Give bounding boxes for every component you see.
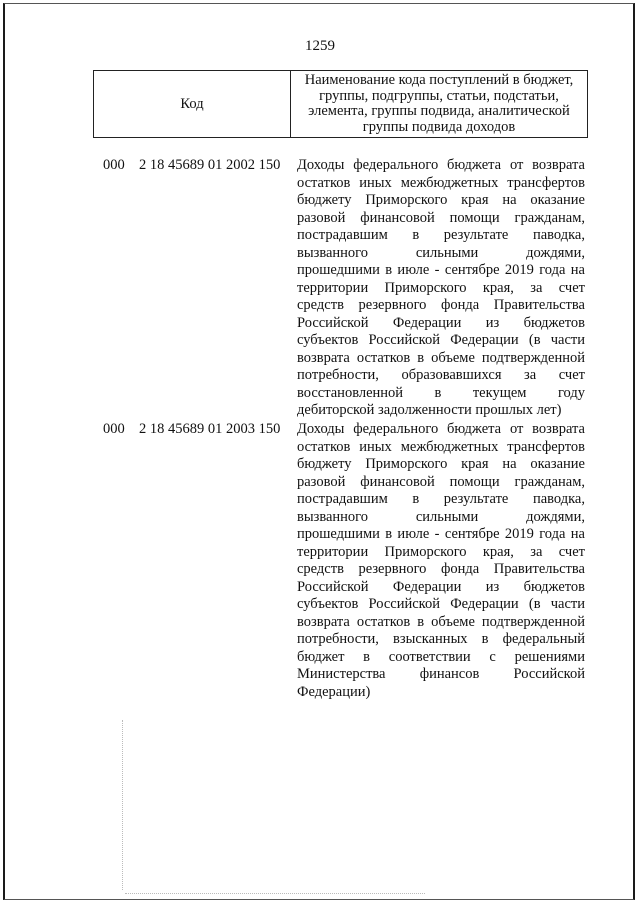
scan-artifact xyxy=(125,893,425,896)
description-line: Российской Федерации из бюджетов xyxy=(297,578,585,595)
row-description xyxy=(297,157,585,420)
description-line: прошедшими в июле - сентябре 2019 года на xyxy=(297,262,585,278)
description-line: остатков иных межбюджетных трансфертов xyxy=(297,438,585,455)
description-line: бюджет в соответствии с решениями xyxy=(297,648,585,665)
description-line: разовой финансовой помощи гражданам, xyxy=(297,209,585,226)
description-line: средств резервного фонда Правительства xyxy=(297,561,585,577)
page-number: 1259 xyxy=(305,38,335,54)
description-line: дебиторской задолженности прошлых лет) xyxy=(297,402,562,418)
description-line: пострадавшим в результате паводка, xyxy=(297,227,585,243)
description-line: бюджету Приморского края на оказание xyxy=(297,192,585,208)
description-line: остатков иных межбюджетных трансфертов xyxy=(297,174,585,191)
description-line: средств резервного фонда Правительства xyxy=(297,297,585,313)
description-line: возврата остатков в объеме подтвержденной xyxy=(297,349,585,366)
description-line: вызванного сильными дождями, xyxy=(297,244,585,261)
description-line: территории Приморского края, за счет xyxy=(297,543,585,560)
table-header xyxy=(93,70,588,138)
scan-artifact xyxy=(122,720,127,890)
row-budget-code: 2 18 45689 01 2003 150 xyxy=(139,421,281,437)
description-line: территории Приморского края, за счет xyxy=(297,279,585,296)
description-line: Федерации) xyxy=(297,683,371,700)
description-line: Доходы федерального бюджета от возврата xyxy=(297,157,585,173)
header-name-line: группы, подгруппы, статьи, подстатьи, xyxy=(319,87,559,104)
description-line: Российской Федерации из бюджетов xyxy=(297,314,585,331)
description-line: потребности, образовавшихся за счет xyxy=(297,367,585,383)
row-budget-code: 2 18 45689 01 2002 150 xyxy=(139,157,281,173)
header-name-line: элемента, группы подвида, аналитической xyxy=(308,103,570,119)
header-code-cell: Код xyxy=(94,71,291,137)
description-line: возврата остатков в объеме подтвержденной xyxy=(297,613,585,630)
header-name-line: группы подвида доходов xyxy=(362,118,516,135)
description-line: Министерства финансов Российской xyxy=(297,666,585,682)
row-admin-code: 000 xyxy=(103,421,125,437)
header-name-line: Наименование кода поступлений в бюджет, xyxy=(304,72,574,88)
description-line: бюджету Приморского края на оказание xyxy=(297,456,585,472)
description-line: Доходы федерального бюджета от возврата xyxy=(297,421,585,437)
description-line: пострадавшим в результате паводка, xyxy=(297,491,585,507)
description-line: субъектов Российской Федерации (в части xyxy=(297,332,585,348)
description-line: прошедшими в июле - сентябре 2019 года на xyxy=(297,526,585,542)
description-line: разовой финансовой помощи гражданам, xyxy=(297,473,585,490)
description-line: вызванного сильными дождями, xyxy=(297,508,585,525)
description-line: потребности, взысканных в федеральный xyxy=(297,631,585,647)
description-line: субъектов Российской Федерации (в части xyxy=(297,596,585,612)
row-admin-code: 000 xyxy=(103,157,125,173)
row-description xyxy=(297,421,585,701)
header-name-cell xyxy=(291,71,587,137)
description-line: восстановленной в текущем году xyxy=(297,384,585,401)
